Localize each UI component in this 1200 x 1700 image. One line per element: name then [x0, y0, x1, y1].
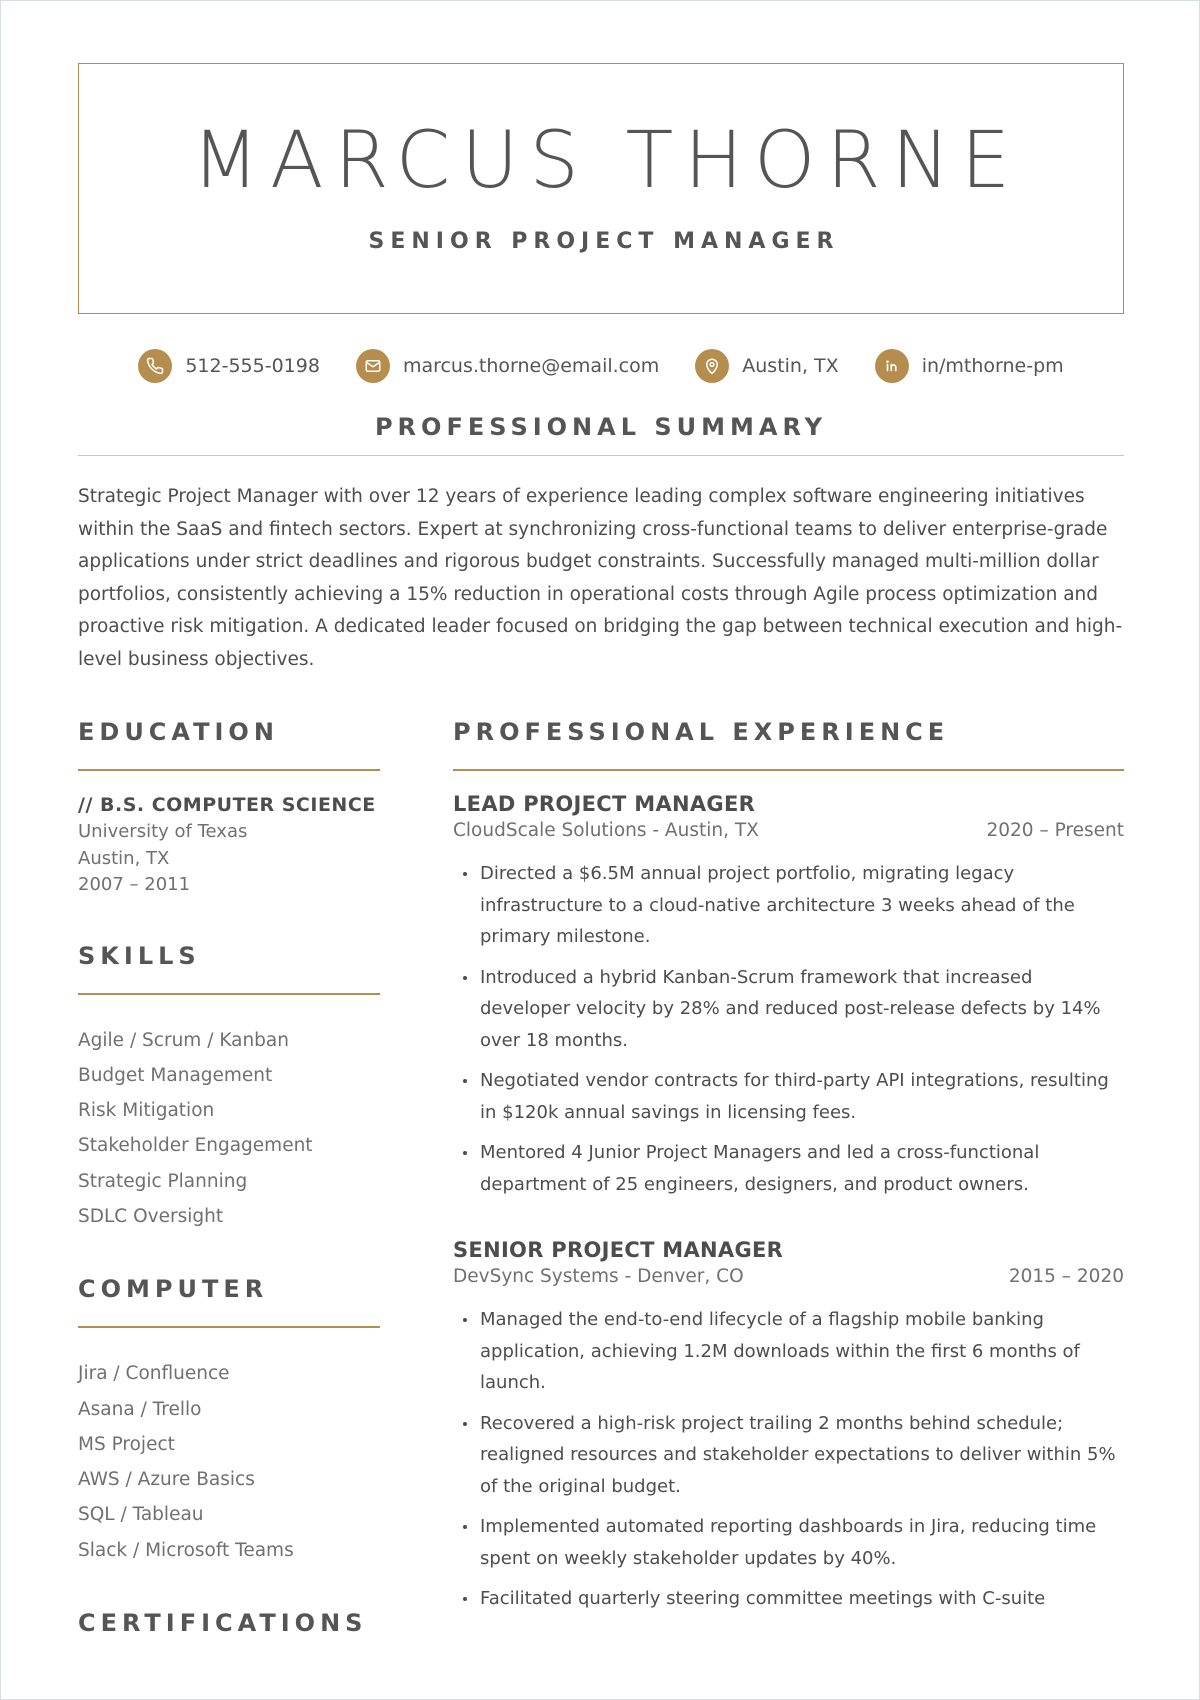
phone-text: 512-555-0198 [185, 355, 320, 377]
list-item: Strategic Planning [78, 1170, 248, 1192]
education-divider [78, 769, 380, 771]
contact-row [1, 349, 1200, 383]
list-item: Jira / Confluence [78, 1363, 230, 1385]
experience-divider [453, 769, 1124, 771]
education-heading: EDUCATION [78, 718, 279, 746]
list-item: SQL / Tableau [78, 1504, 204, 1526]
experience-heading: PROFESSIONAL EXPERIENCE [453, 718, 950, 746]
job-dates: 2020 – Present [986, 820, 1124, 841]
education-years: 2007 – 2011 [78, 874, 191, 895]
education-school: University of Texas [78, 821, 248, 842]
job-bullets [453, 858, 1124, 1200]
job-dates: 2015 – 2020 [1008, 1266, 1124, 1287]
summary-text: Strategic Project Manager with over 12 years of experience leading complex software engineering initiatives within the SaaS and fintech sectors. Expert at synchronizing cross-functional teams to deliver enterprise-grade applications under strict deadlines and rigorous budget constraints. Successfully managed multi-million dollar portfolios, consistently achieving a 15% reduction in operational costs through Agile process optimization and proactive risk mitigation. A dedicated leader focused on bridging the gap between technical execution and high-level business objectives. [78, 486, 1123, 670]
list-item: Risk Mitigation [78, 1100, 215, 1122]
list-item: Mentored 4 Junior Project Managers and led a cross-functional department of 25 engineers, designers, and product owners. [459, 1137, 1124, 1200]
computer-heading: COMPUTER [78, 1275, 269, 1304]
location-pin-icon [695, 349, 729, 383]
linkedin-text: in/mthorne-pm [921, 355, 1064, 377]
list-item: SDLC Oversight [78, 1205, 224, 1227]
list-item: Directed a $6.5M annual project portfolio, migrating legacy infrastructure to a cloud-native architecture 3 weeks ahead of the primary milestone. [459, 858, 1124, 953]
summary-divider [78, 455, 1124, 456]
location-text: Austin, TX [742, 355, 839, 377]
skills-divider [78, 993, 380, 995]
list-item: Negotiated vendor contracts for third-party API integrations, resulting in $120k annual savings in licensing fees. [459, 1065, 1124, 1128]
list-item: Facilitated quarterly steering committee meetings with C-suite [459, 1583, 1124, 1615]
job-role: SENIOR PROJECT MANAGER [453, 1238, 784, 1262]
contact-location [695, 349, 838, 383]
job-entry [453, 1236, 1124, 1615]
computer-list [78, 1356, 380, 1568]
list-item: Asana / Trello [78, 1398, 202, 1420]
list-item: Budget Management [78, 1064, 273, 1086]
summary-heading: PROFESSIONAL SUMMARY [374, 413, 828, 441]
job-company: CloudScale Solutions - Austin, TX [453, 820, 759, 841]
list-item: Agile / Scrum / Kanban [78, 1029, 289, 1051]
job-entry [453, 790, 1124, 1200]
contact-email [356, 349, 659, 383]
right-column [453, 715, 1124, 1624]
job-meta [453, 1264, 1124, 1290]
header-box [78, 63, 1124, 314]
list-item: Managed the end-to-end lifecycle of a flagship mobile banking application, achieving 1.2M downloads within the first 6 months of launch. [459, 1304, 1124, 1399]
education-degree: // B.S. COMPUTER SCIENCE [78, 794, 376, 816]
contact-phone [138, 349, 320, 383]
candidate-title: SENIOR PROJECT MANAGER [368, 229, 840, 254]
list-item: Slack / Microsoft Teams [78, 1539, 294, 1561]
phone-icon [138, 349, 172, 383]
certifications-heading: CERTIFICATIONS [78, 1609, 368, 1638]
mail-icon [356, 349, 390, 383]
job-company: DevSync Systems - Denver, CO [453, 1266, 744, 1287]
list-item: Recovered a high-risk project trailing 2 months behind schedule; realigned resources and stakeholder expectations to deliver within 5% of the original budget. [459, 1408, 1124, 1503]
list-item: Stakeholder Engagement [78, 1135, 313, 1157]
skills-heading: SKILLS [78, 941, 201, 970]
job-bullets [453, 1304, 1124, 1615]
email-text: marcus.thorne@email.com [402, 355, 660, 377]
skills-list [78, 1023, 380, 1235]
job-role: LEAD PROJECT MANAGER [453, 792, 756, 816]
left-column [78, 715, 380, 1640]
list-item: AWS / Azure Basics [78, 1469, 255, 1491]
contact-linkedin [875, 349, 1064, 383]
education-location: Austin, TX [78, 847, 170, 869]
list-item: MS Project [78, 1433, 175, 1455]
list-item: Introduced a hybrid Kanban-Scrum framework that increased developer velocity by 28% and reduced post-release defects by 14% over 18 months. [459, 962, 1124, 1057]
linkedin-icon [875, 349, 909, 383]
candidate-name: MARCUS THORNE [191, 116, 1022, 206]
computer-divider [78, 1326, 380, 1328]
job-meta [453, 818, 1124, 844]
list-item: Implemented automated reporting dashboards in Jira, reducing time spent on weekly stakeholder updates by 40%. [459, 1511, 1124, 1574]
